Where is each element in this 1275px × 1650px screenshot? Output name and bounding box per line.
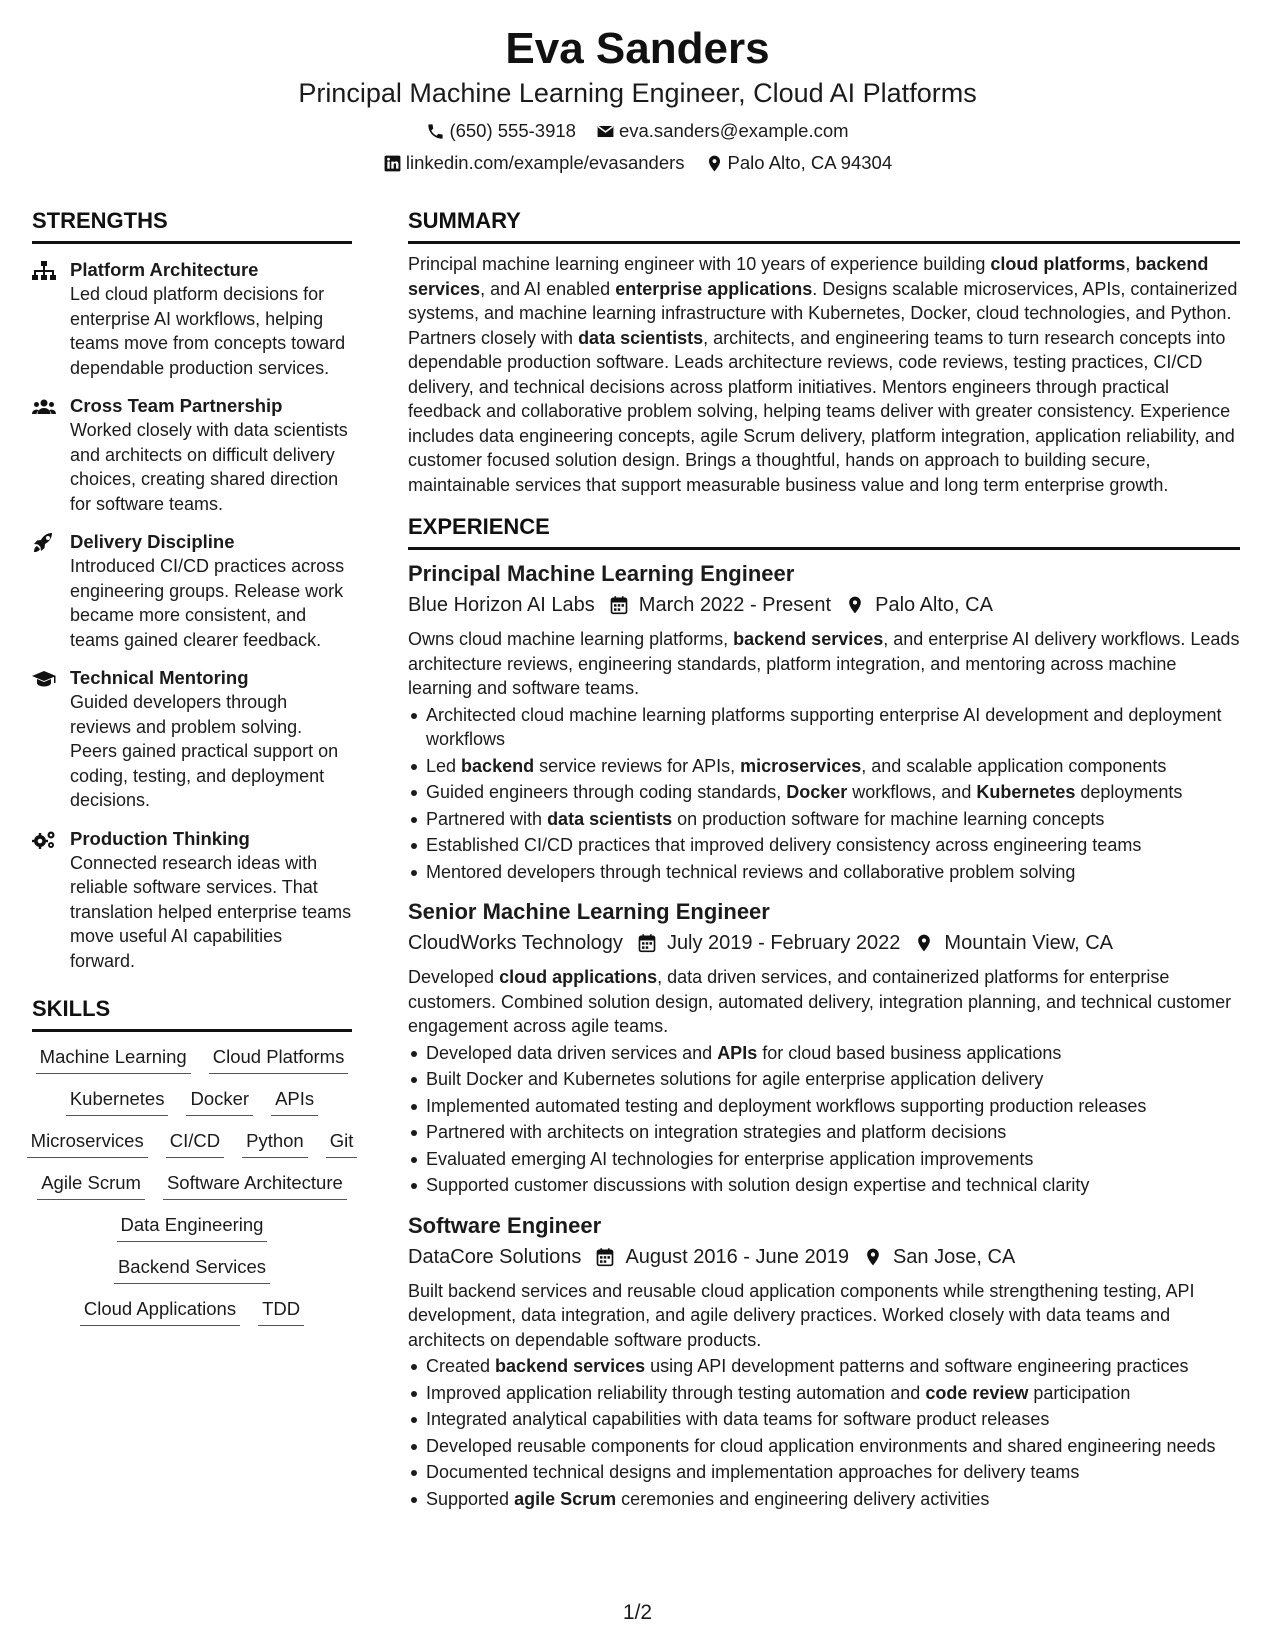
strength-title: Cross Team Partnership xyxy=(70,395,283,416)
skill-tag: Data Engineering xyxy=(117,1212,268,1242)
skill-tag: Software Architecture xyxy=(163,1170,347,1200)
list-item xyxy=(408,1354,1240,1379)
graduation-cap-icon xyxy=(32,669,56,689)
job-entry xyxy=(408,560,1240,884)
bold-keyword: cloud platforms xyxy=(990,254,1126,274)
skills-heading: SKILLS xyxy=(32,995,352,1032)
job-title: Senior Machine Learning Engineer xyxy=(408,899,770,924)
jobs-list xyxy=(408,560,1240,1511)
text-segment: workflows, and xyxy=(847,782,977,802)
job-meta xyxy=(408,591,1240,619)
contact-row-primary xyxy=(0,118,1275,144)
contact-phone xyxy=(426,118,576,144)
text-segment: Guided engineers through coding standards, xyxy=(426,782,787,802)
job-bullets xyxy=(408,1354,1240,1511)
strength-title: Production Thinking xyxy=(70,827,250,849)
contact-location xyxy=(705,150,893,176)
job-location: Mountain View, CA xyxy=(944,932,1114,954)
users-icon xyxy=(32,397,56,417)
strength-description: Worked closely with data scientists and architects on difficult delivery choices, creating shared direction for software teams. xyxy=(70,420,348,514)
strength-item xyxy=(32,530,352,652)
list-item xyxy=(408,1067,1240,1092)
skill-row xyxy=(32,1254,352,1284)
skill-tag: Cloud Platforms xyxy=(209,1044,349,1074)
skill-tag: Python xyxy=(242,1128,308,1158)
text-segment: Established CI/CD practices that improved delivery consistency across engineering teams xyxy=(426,835,1142,855)
linkedin-icon xyxy=(383,154,402,173)
job-dates: July 2019 - February 2022 xyxy=(666,932,901,954)
text-segment: deployments xyxy=(1075,782,1183,802)
bold-keyword: Kubernetes xyxy=(976,782,1076,802)
page-number: 1/2 xyxy=(622,1601,653,1624)
bold-keyword: backend services xyxy=(408,254,1209,299)
location-text: Palo Alto, CA 94304 xyxy=(727,152,893,173)
skills-list xyxy=(32,1044,352,1326)
text-segment: using API development patterns and software engineering practices xyxy=(645,1356,1189,1376)
strength-item xyxy=(32,666,352,813)
job-bullets xyxy=(408,703,1240,885)
experience-heading: EXPERIENCE xyxy=(408,513,1240,550)
list-item xyxy=(408,1147,1240,1172)
strength-description: Introduced CI/CD practices across engineering groups. Release work became more consistent, and teams gained clearer feedback. xyxy=(70,556,345,650)
bold-keyword: APIs xyxy=(717,1042,758,1063)
job-description xyxy=(408,965,1240,1039)
skill-tag: Backend Services xyxy=(114,1254,270,1284)
bold-keyword: data scientists xyxy=(578,327,704,348)
strength-title: Technical Mentoring xyxy=(70,667,249,688)
text-segment: Developed reusable components for cloud application environments and shared engineering needs xyxy=(426,1435,1216,1456)
text-segment: Developed xyxy=(408,967,500,987)
candidate-role: Principal Machine Learning Engineer, Cloud AI Platforms xyxy=(298,78,977,108)
job-dates: August 2016 - June 2019 xyxy=(625,1245,849,1268)
text-segment: , architects, and engineering teams to turn research concepts into dependable production software. Leads architecture reviews, code reviews, testing practices, CI/CD delivery, and technical decisions across platform initiatives. Mentors engineers through practical feedback and collaborative problem solving, helping teams deliver with greater consistency. Experience includes data engineering concepts, agile Scrum delivery, platform integration, application reliability, and customer focused solution design. Brings a thoughtful, hands on approach to building secure, maintainable services that support measurable business value and long term enterprise growth. xyxy=(408,327,1235,495)
skill-tag: Git xyxy=(326,1128,358,1158)
text-segment: participation xyxy=(1028,1382,1131,1403)
candidate-name: Eva Sanders xyxy=(505,24,770,73)
map-marker-icon xyxy=(914,933,934,953)
skill-tag: Cloud Applications xyxy=(80,1296,240,1326)
job-dates: March 2022 - Present xyxy=(638,594,832,616)
gears-icon xyxy=(32,830,56,850)
bold-keyword: Docker xyxy=(786,782,848,802)
strengths-heading: STRENGTHS xyxy=(32,207,352,244)
bold-keyword: backend services xyxy=(495,1356,646,1376)
skill-tag: CI/CD xyxy=(166,1128,224,1158)
list-item xyxy=(408,1434,1240,1459)
bold-keyword: microservices xyxy=(740,755,862,776)
right-column xyxy=(408,207,1240,1511)
list-item xyxy=(408,1094,1240,1119)
skill-row xyxy=(32,1086,352,1116)
job-company: CloudWorks Technology xyxy=(408,932,623,954)
bold-keyword: enterprise applications xyxy=(615,278,813,299)
text-segment: , and enterprise AI delivery workflows. Leads architecture reviews, engineering standards, platform integration, and mentoring across machine learning and software teams. xyxy=(408,629,1240,698)
list-item xyxy=(408,1487,1240,1512)
skill-tag: Docker xyxy=(186,1086,253,1116)
strength-item xyxy=(32,258,352,380)
text-segment: Supported xyxy=(426,1488,515,1509)
text-segment: Built backend services and reusable cloud application components while strengthening testing, API development, data integration, and agile delivery practices. Worked closely with data teams and architects on dependable software products. xyxy=(408,1280,1195,1350)
text-segment: Partnered with architects on integration strategies and platform decisions xyxy=(426,1122,1007,1142)
skill-row xyxy=(32,1296,352,1326)
text-segment: , xyxy=(1125,254,1136,274)
job-meta xyxy=(408,929,1240,957)
list-item xyxy=(408,754,1240,779)
text-segment: Documented technical designs and implementation approaches for delivery teams xyxy=(426,1462,1080,1482)
text-segment: Architected cloud machine learning platforms supporting enterprise AI development and deployment workflows xyxy=(426,704,1222,749)
text-segment: , and AI enabled xyxy=(480,278,616,299)
map-marker-icon xyxy=(863,1247,883,1267)
list-item xyxy=(408,780,1240,805)
text-segment: Supported customer discussions with solution design expertise and technical clarity xyxy=(426,1175,1090,1195)
skill-tag: APIs xyxy=(271,1086,318,1116)
text-segment: Evaluated emerging AI technologies for enterprise application improvements xyxy=(426,1148,1034,1169)
text-segment: on production software for machine learning concepts xyxy=(672,808,1105,829)
contact-row-secondary xyxy=(0,150,1275,176)
calendar-icon xyxy=(595,1247,615,1267)
job-company: Blue Horizon AI Labs xyxy=(408,594,595,616)
skill-row xyxy=(32,1128,352,1158)
skill-tag: Microservices xyxy=(27,1128,148,1158)
calendar-icon xyxy=(637,933,657,953)
job-bullets xyxy=(408,1041,1240,1198)
text-segment: , and scalable application components xyxy=(861,755,1167,776)
list-item xyxy=(408,833,1240,858)
list-item xyxy=(408,1041,1240,1066)
map-marker-icon xyxy=(705,154,724,173)
text-segment: Developed data driven services and xyxy=(426,1042,718,1063)
list-item xyxy=(408,1173,1240,1198)
skill-tag: Agile Scrum xyxy=(37,1170,145,1200)
skill-tag: TDD xyxy=(258,1296,304,1326)
job-location: Palo Alto, CA xyxy=(875,594,993,616)
list-item xyxy=(408,703,1240,752)
bold-keyword: agile Scrum xyxy=(514,1488,617,1509)
text-segment: Created xyxy=(426,1356,496,1376)
list-item xyxy=(408,1120,1240,1145)
job-entry xyxy=(408,898,1240,1198)
bold-keyword: code review xyxy=(925,1382,1029,1403)
summary-text xyxy=(408,252,1240,497)
text-segment: Led xyxy=(426,755,462,776)
job-title: Software Engineer xyxy=(408,1212,602,1238)
bold-keyword: backend xyxy=(461,755,535,776)
skill-tag: Machine Learning xyxy=(36,1044,191,1074)
linkedin-text[interactable]: linkedin.com/example/evasanders xyxy=(405,152,685,173)
text-segment: ceremonies and engineering delivery activities xyxy=(616,1488,990,1509)
sitemap-icon xyxy=(32,261,56,281)
text-segment: Implemented automated testing and deployment workflows supporting production releases xyxy=(426,1095,1147,1116)
text-segment: Built Docker and Kubernetes solutions for agile enterprise application delivery xyxy=(426,1069,1044,1089)
job-entry xyxy=(408,1212,1240,1512)
bold-keyword: cloud applications xyxy=(499,967,658,987)
text-segment: Owns cloud machine learning platforms, xyxy=(408,629,734,649)
phone-icon xyxy=(426,122,445,141)
text-segment: Principal machine learning engineer with 10 years of experience building xyxy=(408,254,991,274)
strength-title: Platform Architecture xyxy=(70,259,259,280)
text-segment: for cloud based business applications xyxy=(757,1042,1062,1063)
list-item xyxy=(408,1460,1240,1485)
text-segment: Mentored developers through technical reviews and collaborative problem solving xyxy=(426,861,1076,882)
strength-description: Led cloud platform decisions for enterprise AI workflows, helping teams move from concepts toward dependable production services. xyxy=(70,284,346,378)
list-item xyxy=(408,860,1240,885)
job-description xyxy=(408,627,1240,701)
skill-row xyxy=(32,1170,352,1200)
contact-email[interactable] xyxy=(596,118,849,144)
text-segment: service reviews for APIs, xyxy=(534,755,741,776)
envelope-icon xyxy=(596,122,615,141)
calendar-icon xyxy=(609,595,629,615)
text-segment: Improved application reliability through testing automation and xyxy=(426,1382,926,1403)
job-description xyxy=(408,1279,1240,1353)
list-item xyxy=(408,1381,1240,1406)
skill-row xyxy=(32,1212,352,1242)
job-company: DataCore Solutions xyxy=(408,1245,582,1268)
rocket-icon xyxy=(32,533,56,553)
bold-keyword: data scientists xyxy=(547,808,673,829)
text-segment: . Designs scalable microservices, APIs, containerized systems, and machine learning infrastructure with Kubernetes, Docker, cloud technologies, and Python. Partners closely with xyxy=(408,278,1238,348)
resume-header xyxy=(0,22,1275,176)
map-marker-icon xyxy=(845,595,865,615)
text-segment: , data driven services, and containerized platforms for enterprise customers. Combined solution design, automated delivery, integration planning, and technical customer engagement across agile teams. xyxy=(408,967,1232,1036)
text-segment: Integrated analytical capabilities with data teams for software product releases xyxy=(426,1409,1050,1429)
phone-text: (650) 555-3918 xyxy=(449,120,576,141)
text-segment: Partnered with xyxy=(426,808,548,829)
job-meta xyxy=(408,1243,1240,1271)
skill-row xyxy=(32,1044,352,1074)
skill-tag: Kubernetes xyxy=(66,1086,169,1116)
bold-keyword: backend services xyxy=(733,629,884,649)
strength-title: Delivery Discipline xyxy=(70,531,235,552)
contact-linkedin[interactable] xyxy=(383,150,685,176)
job-title: Principal Machine Learning Engineer xyxy=(408,561,795,586)
strength-description: Connected research ideas with reliable software services. That translation helped enterprise teams move useful AI capabilities forward. xyxy=(70,852,352,971)
list-item xyxy=(408,1407,1240,1432)
strength-item xyxy=(32,827,352,974)
list-item xyxy=(408,807,1240,832)
strength-item xyxy=(32,394,352,516)
email-text[interactable]: eva.sanders@example.com xyxy=(618,120,849,141)
summary-heading: SUMMARY xyxy=(408,207,1240,244)
job-location: San Jose, CA xyxy=(892,1245,1016,1268)
strength-description: Guided developers through reviews and problem solving. Peers gained practical support on coding, testing, and deployment decisions. xyxy=(70,692,339,810)
left-column xyxy=(32,207,352,1326)
